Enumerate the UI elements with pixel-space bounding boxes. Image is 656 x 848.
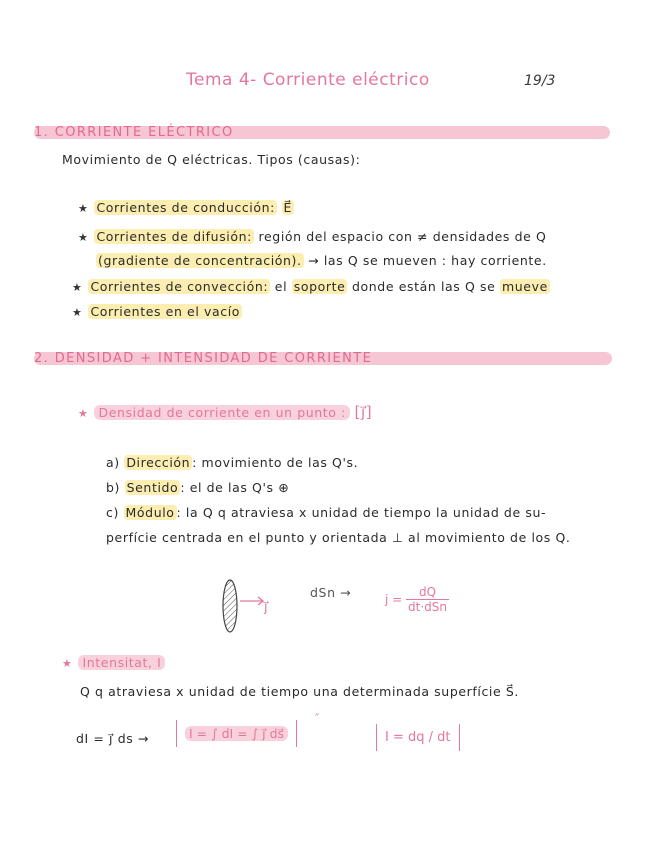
density-unit: [j⃗] [354,403,373,421]
star-bullet-icon: ★ [72,306,83,319]
section1-heading: 1. CORRIENTE ELÉCTRICO [34,125,234,140]
item-label: Corrientes de difusión: [96,229,252,244]
point-a [106,455,358,470]
point-key: Sentido [126,480,179,495]
equation-box-derivative [376,724,460,751]
equation-di: dI = j⃗ ds → [76,731,149,746]
item-tail: región del espacio con ≠ densidades de Q [258,229,547,244]
density-formula [385,585,449,614]
list-item-vacio [72,304,242,319]
ds-label: dSn → [310,585,352,600]
emphasis-marks: ˝ [314,712,320,725]
item-highlight: mueve [501,279,548,294]
page-title: Tema 4- Corriente eléctrico [186,70,430,90]
item-label: Corrientes de convección: [90,279,269,294]
point-text: : la Q q atraviesa x unidad de tiempo la unidad de su- [176,505,547,520]
equation-box-integral [176,720,297,747]
star-bullet-icon: ★ [72,281,83,294]
surface-diagram [214,575,284,637]
point-text: : movimiento de las Q's. [192,455,359,470]
list-item-conveccion [72,279,550,294]
point-text: : el de las Q's ⊕ [180,480,290,495]
star-bullet-icon: ★ [62,657,73,670]
section2-heading: 2. DENSIDAD + INTENSIDAD DE CORRIENTE [34,351,373,366]
item-tail: → las Q se mueven : hay corriente. [308,253,547,268]
star-bullet-icon: ★ [78,407,89,420]
formula-denominator: dt·dSn [408,600,448,614]
point-tag: c) [106,505,119,520]
page-date: 19/3 [524,73,556,89]
section1-intro: Movimiento de Q eléctricas. Tipos (causas): [62,152,361,167]
point-tag: a) [106,455,120,470]
intensity-label: Intensitat, I [78,655,165,670]
item-tail: donde están las Q se [352,279,496,294]
intensity-title [62,655,165,670]
list-item-conduccion [78,200,294,215]
item-label: (gradiente de concentración). [98,253,302,268]
point-key: Dirección [126,455,191,470]
field-vector: E⃗ [283,200,293,215]
point-c [106,505,546,520]
list-item-difusion [78,229,546,244]
point-tag: b) [106,480,121,495]
formula-lhs: j = [385,592,403,607]
vector-label: j⃗ [264,600,268,615]
point-key: Módulo [125,505,175,520]
point-c-continuation: perfície centrada en el punto y orientada ⊥ al movimiento de los Q. [106,530,571,545]
density-label: Densidad de corriente en un punto : [94,405,349,420]
point-b [106,480,289,495]
formula-numerator: dQ [406,585,449,600]
item-label: Corrientes de conducción: [96,200,275,215]
list-item-difusion-cont [96,253,547,268]
surface-element [223,580,237,632]
item-tail: el [274,279,288,294]
item-highlight: soporte [293,279,346,294]
derivative-formula: I = dq / dt [385,730,451,745]
item-label: Corrientes en el vacío [90,304,241,319]
star-bullet-icon: ★ [78,202,89,215]
density-title [78,403,372,421]
integral-formula: I = ∫ dI = ∫ j⃗ ds⃗ [185,726,288,741]
intensity-text: Q q atraviesa x unidad de tiempo una determinada superfície S⃗. [80,684,519,699]
star-bullet-icon: ★ [78,231,89,244]
